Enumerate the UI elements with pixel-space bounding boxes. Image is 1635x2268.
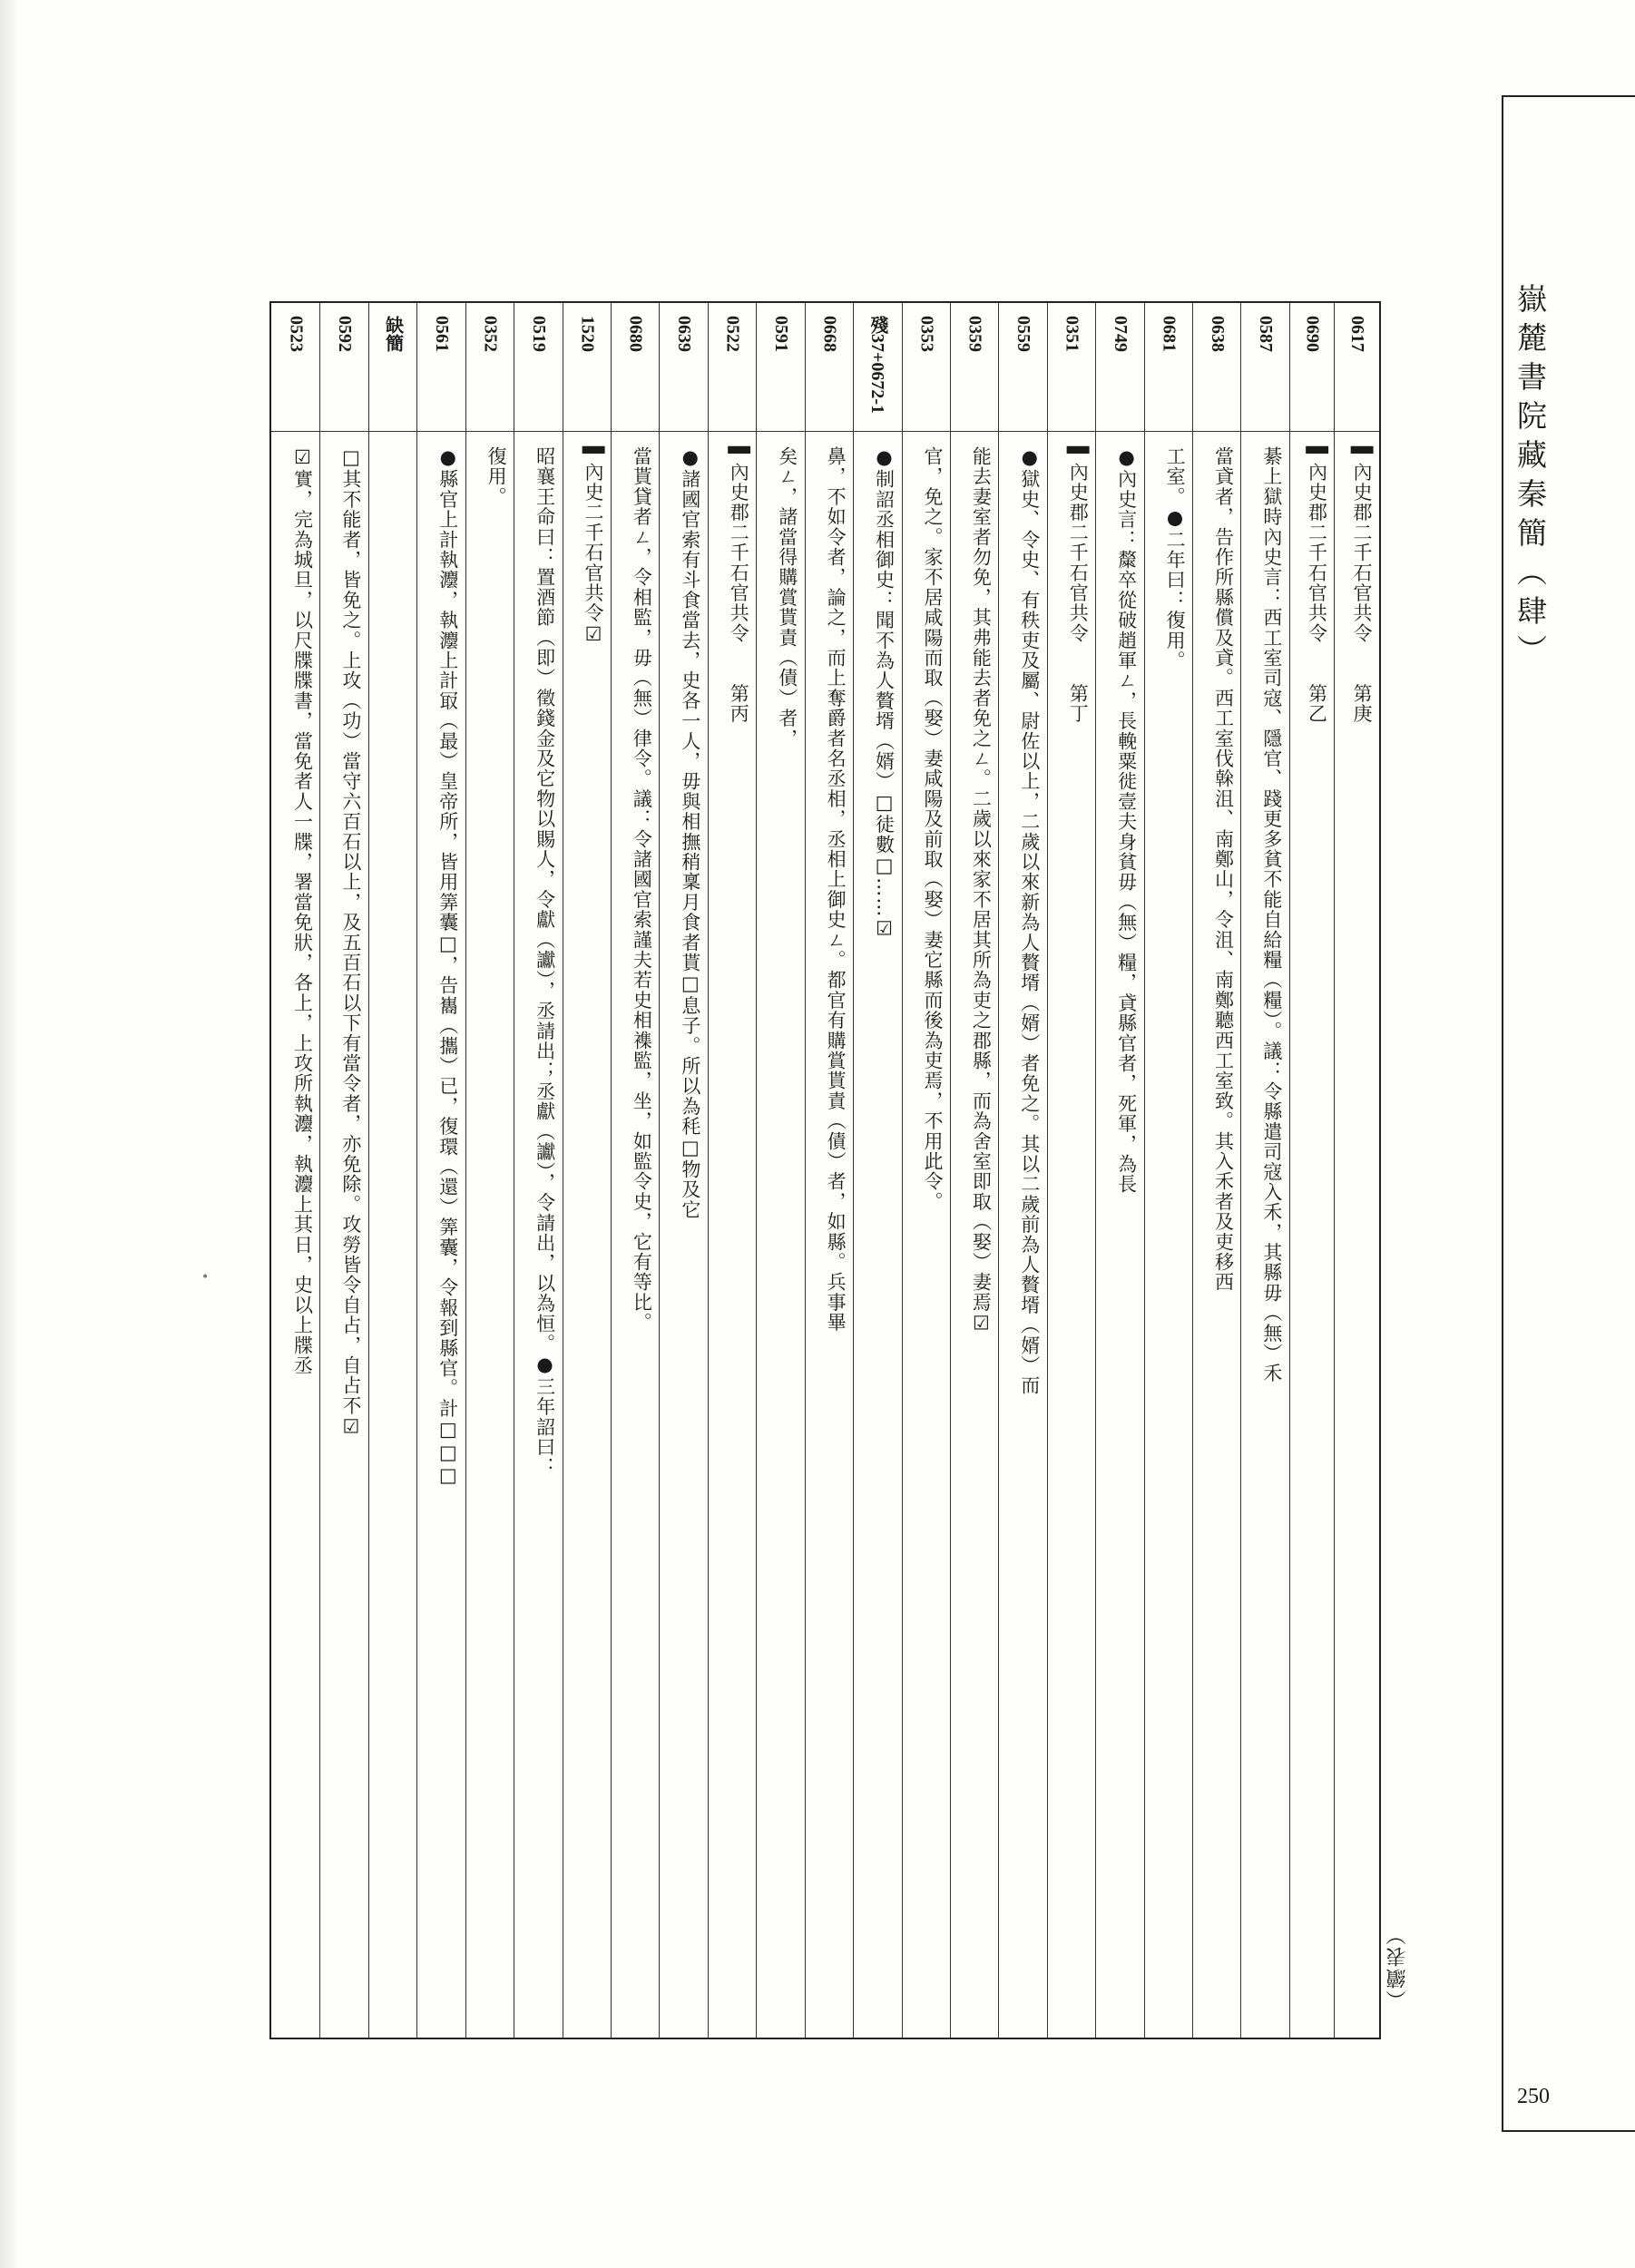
transcription-table (269, 301, 1381, 2039)
slip-text: ▌內史郡二千石官共令 第丁 (1067, 446, 1090, 724)
table-row (1095, 303, 1143, 2038)
table-row (1047, 303, 1095, 2038)
slip-number: 0561 (417, 303, 465, 432)
slip-text: ▌內史郡二千石官共令 第庚 (1351, 446, 1373, 724)
table-row (950, 303, 998, 2038)
slip-text: ●諸國官索有斗食當去，史各一人，毋與相撫稍稟月食者貰□息子。所以為秏□物及它 (679, 446, 701, 1220)
page-number: 250 (1517, 2085, 1550, 2108)
slip-text: ●內史言：斄卒從破趙軍ㄥ，長輓粟徙壹夫身貧毋（無）糧，貣縣官者，死軍，為長 (1115, 446, 1138, 1195)
table-row (563, 303, 611, 2038)
slip-number: 0353 (903, 303, 950, 432)
slip-number: 0749 (1096, 303, 1143, 432)
table-row (416, 303, 465, 2038)
slip-number: 0680 (612, 303, 659, 432)
slip-text: 復用。 (485, 446, 508, 507)
slip-text: ●制詔丞相御史：聞不為人贅壻（婿）□徒數□……☑ (873, 446, 896, 941)
table-row (998, 303, 1046, 2038)
table-row (368, 303, 416, 2038)
continued-label: （續表） (1386, 1923, 1409, 2010)
slip-text: 工室。●二年曰：復用。 (1164, 446, 1187, 671)
slip-text (369, 432, 416, 2038)
slip-text: ▌內史二千石官共令☑ (583, 446, 604, 647)
slip-number: 缺簡 (369, 303, 416, 432)
slip-text: 能去妻室者勿免，其弗能去者免之ㄥ。二歲以來家不居其所為吏之郡縣，而為舍室即取（娶）妻焉☑ (970, 446, 993, 1335)
table-row (756, 303, 804, 2038)
table-row (1192, 303, 1240, 2038)
slip-number: 0639 (660, 303, 707, 432)
slip-text: 當貰貸者ㄥ，令相監，毋（無）律令。議：令諸國官索謹夫若史相襍監，坐，如監令史，它有等比。 (631, 446, 653, 1333)
table-row (611, 303, 659, 2038)
slip-text: ☑實，完為城旦，以尺牒牒書，當免者人一牒，署當免狀，各上，上攻所執灋，執灋上其日，史以上牒丞 (291, 446, 314, 1376)
slip-number: 0592 (320, 303, 367, 432)
table-row (659, 303, 707, 2038)
table-row (853, 303, 901, 2038)
slip-text: ●獄史、令史、有秩吏及屬、尉佐以上，二歲以來新為人贅壻（婿）者免之。其以二歲前為人贅壻（婿）而 (1018, 446, 1041, 1396)
table-row (1334, 303, 1379, 2038)
slip-text: ▌內史郡二千石官共令 第乙 (1306, 446, 1328, 724)
slip-text: ▌內史郡二千石官共令 第丙 (728, 446, 750, 724)
slip-text: 綦上獄時內史言：西工室司寇、隱官、踐更多貧不能自給糧（糧）。議：令縣遣司寇入禾，其縣毋（無）禾 (1260, 446, 1283, 1383)
slip-number: 殘37+0672-1 (854, 303, 901, 432)
slip-text: 矣ㄥ，諸當得購賞貰責（債）者， (776, 446, 798, 748)
slip-number: 0690 (1290, 303, 1335, 432)
scan-speck: • (201, 1270, 210, 1285)
slip-number: 0352 (466, 303, 514, 432)
slip-number: 0668 (806, 303, 853, 432)
table-row (1289, 303, 1335, 2038)
slip-number: 0559 (999, 303, 1046, 432)
slip-number: 0519 (514, 303, 562, 432)
slip-number: 0351 (1048, 303, 1095, 432)
scan-gutter (0, 0, 20, 2268)
table-row (708, 303, 756, 2038)
table-row (465, 303, 514, 2038)
table-row (1240, 303, 1288, 2038)
table-row (514, 303, 562, 2038)
slip-number: 0638 (1193, 303, 1240, 432)
slip-text: 昭襄王命曰：置酒節（即）徵錢金及它物以賜人，令獻（讞），丞請出；丞獻（讞），令請出，以為恒。●三年詔曰： (534, 446, 556, 1478)
slip-number: 0681 (1145, 303, 1192, 432)
table-row (805, 303, 853, 2038)
running-title: 嶽麓書院藏秦簡（肆） (1513, 283, 1548, 673)
slip-text: □其不能者，皆免之。上攻（功）當守六百石以上，及五百石以下有當令者，亦免除。攻勞皆令自占，自占不☑ (339, 446, 362, 1439)
slip-text: ●縣官上計執灋，執灋上計冣（最）皇帝所，皆用筭囊□，告巂（攜）已，復環（還）筭囊，令報到縣官。計□□□ (436, 446, 459, 1488)
slip-text: 當貣者，告作所縣償及貣。西工室伐榦沮、南鄭山，令沮、南鄭聽西工室致。其入禾者及吏移西 (1212, 446, 1235, 1293)
table-row (319, 303, 367, 2038)
slip-number: 0591 (757, 303, 804, 432)
slip-number: 0523 (271, 303, 319, 432)
table-row (271, 303, 319, 2038)
slip-text: 鼻，不如令者，論之，而上奪爵者名丞相，丞相上御史ㄥ。都官有購賞貰責（債）者，如縣。兵事畢 (825, 446, 847, 1333)
slip-number: 0587 (1241, 303, 1288, 432)
table-row (902, 303, 950, 2038)
slip-text: 官，免之。家不居咸陽而取（娶）妻咸陽及前取（娶）妻它縣而後為吏焉，不用此令。 (921, 446, 944, 1212)
slip-number: 0522 (709, 303, 756, 432)
slip-number: 0617 (1335, 303, 1379, 432)
table-row (1144, 303, 1192, 2038)
slip-number: 1520 (563, 303, 611, 432)
slip-number: 0359 (951, 303, 998, 432)
